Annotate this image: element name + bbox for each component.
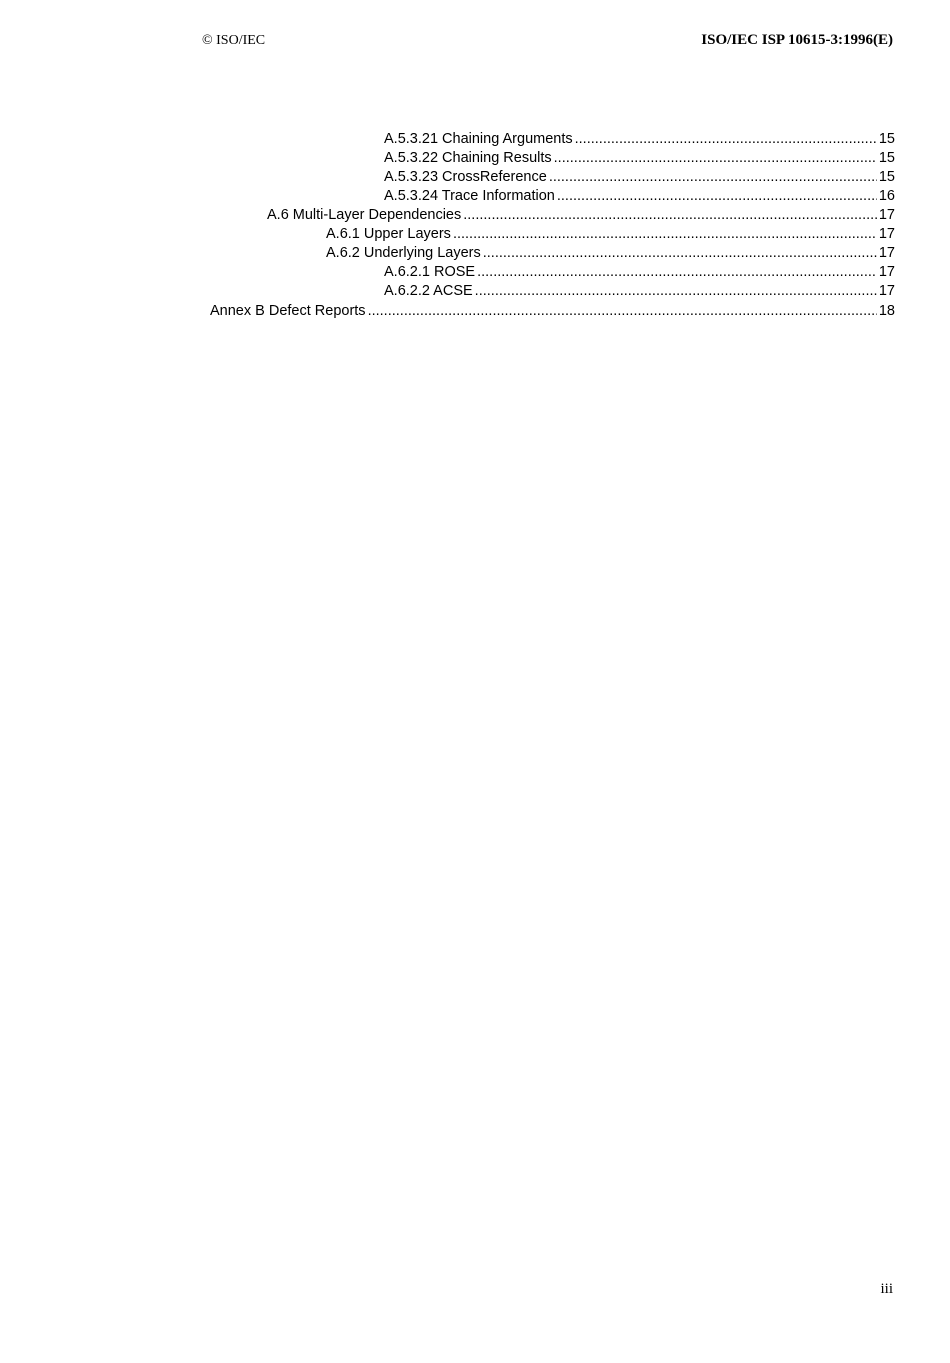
toc-entry-page: 15 — [878, 150, 895, 166]
toc-entry-page: 15 — [878, 169, 895, 185]
toc-entry-title: A.5.3.23 CrossReference — [384, 169, 547, 185]
toc-entry-page: 17 — [878, 264, 895, 280]
toc-entry-title: A.5.3.24 Trace Information — [384, 188, 555, 204]
toc-entry-title: A.6.1 Upper Layers — [326, 226, 451, 242]
toc-entry-page: 18 — [878, 303, 895, 319]
toc-entry[interactable] — [384, 263, 895, 282]
toc-entry[interactable] — [326, 225, 895, 244]
toc-entry[interactable] — [384, 168, 895, 187]
toc-entry[interactable] — [384, 282, 895, 301]
toc-dot-leader — [453, 225, 877, 244]
toc-entry[interactable] — [326, 244, 895, 263]
toc-dot-leader — [368, 302, 877, 321]
toc-entry[interactable] — [267, 206, 895, 225]
toc-dot-leader — [477, 263, 877, 282]
header-document-id: ISO/IEC ISP 10615-3:1996(E) — [701, 32, 893, 48]
toc-entry-title: A.6.2 Underlying Layers — [326, 245, 481, 261]
toc-dot-leader — [483, 244, 877, 263]
header-copyright: © ISO/IEC — [202, 33, 266, 48]
toc-entry-title: A.5.3.21 Chaining Arguments — [384, 131, 573, 147]
toc-entry-title: A.6.2.2 ACSE — [384, 283, 473, 299]
toc-dot-leader — [475, 282, 877, 301]
toc-entry-page: 16 — [878, 188, 895, 204]
toc-entry-title: Annex B Defect Reports — [210, 303, 366, 319]
toc-entry-page: 17 — [878, 283, 895, 299]
toc-dot-leader — [549, 168, 877, 187]
toc-entry-page: 15 — [878, 131, 895, 147]
toc-dot-leader — [575, 130, 877, 149]
toc-entry-page: 17 — [878, 207, 895, 223]
toc-entry-page: 17 — [878, 245, 895, 261]
toc-dot-leader — [557, 187, 877, 206]
toc-entry-title: A.5.3.22 Chaining Results — [384, 150, 552, 166]
toc-entry[interactable] — [384, 149, 895, 168]
toc-dot-leader — [463, 206, 877, 225]
toc-entry-title: A.6.2.1 ROSE — [384, 264, 476, 280]
toc-entry[interactable] — [384, 130, 895, 149]
page-number: iii — [880, 1281, 893, 1297]
toc-entry[interactable] — [210, 302, 895, 321]
toc-entry-title: A.6 Multi-Layer Dependencies — [267, 207, 462, 223]
toc-entry-page: 17 — [878, 226, 895, 242]
toc-dot-leader — [554, 149, 877, 168]
toc-entry[interactable] — [384, 187, 895, 206]
